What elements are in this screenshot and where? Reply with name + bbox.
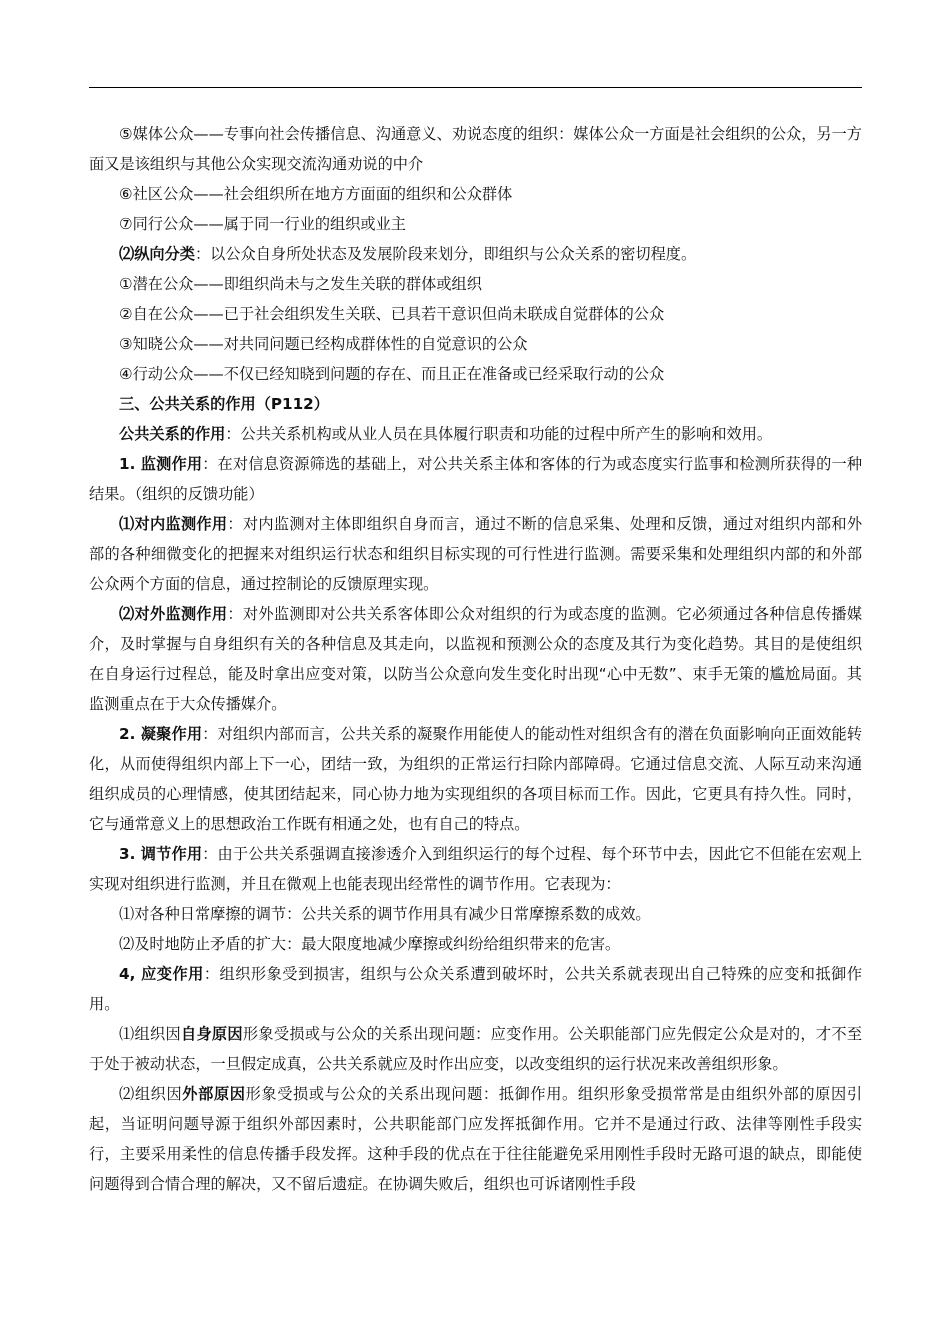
text-monitoring: ：在对信息资源筛选的基础上，对公共关系主体和客体的行为或态度实行监事和检测所获得的一种结果。（组织的反馈功能） [89,455,863,503]
header-rule [89,87,862,88]
text-adaptation: ：组织形象受到损害，组织与公众关系遭到破坏时，公共关系就表现出自己特殊的应变和抵御作用。 [89,965,863,1013]
term-internal-cause: 自身原因 [180,1025,243,1043]
text-vertical-classification: ：以公众自身所处状态及发展阶段来划分，即组织与公众关系的密切程度。 [194,245,697,263]
term-external-monitoring: ⑵对外监测作用 [119,605,228,623]
term-regulation: 3. 调节作用 [119,845,203,863]
paragraph-regulation-conflict: ⑵及时地防止矛盾的扩大：最大限度地减少摩擦或纠纷给组织带来的危害。 [119,935,621,953]
paragraph-regulation-friction: ⑴对各种日常摩擦的调节：公共关系的调节作用具有减少日常摩擦系数的成效。 [119,905,651,923]
paragraph-external-monitoring [89,599,862,719]
paragraph-internal-cause [89,1019,862,1079]
paragraph-external-cause [89,1079,862,1199]
text-external-monitoring: ：对外监测即对公共关系客体即公众对组织的行为或态度的监测。它必须通过各种信息传播媒介，及时掌握与自身组织有关的各种信息及其走向，以监视和预测公众的态度及其行为变化趋势。其目的是使组织在自身运行过程总，能及时拿出应变对策，以防当公众意向发生变化时出现“心中无数”、束手无策的尴尬局面。其监测重点在于大众传播媒介。 [89,605,863,713]
paragraph-potential-public: ①潜在公众——即组织尚未与之发生关联的群体或组织 [119,275,482,293]
term-external-cause: 外部原因 [182,1085,246,1103]
term-vertical-classification: ⑵纵向分类 [119,245,195,263]
term-pr-function: 公共关系的作用 [119,425,226,443]
text-regulation: ：由于公共关系强调直接渗透介入到组织运行的每个过程、每个环节中去，因此它不但能在宏观上实现对组织进行监测，并且在微观上也能表现出经常性的调节作用。它表现为： [89,845,863,893]
text-external-cause: 形象受损或与公众的关系出现问题：抵御作用。组织形象受损常常是由组织外部的原因引起，当证明问题导源于组织外部因素时，公共职能部门应发挥抵御作用。它并不是通过行政、法律等刚性手段实行，主要采用柔性的信息传播手段发挥。这种手段的优点在于往往能避免采用刚性手段时无路可退的缺点，即能使问题得到合情合理的解决，又不留后遗症。在协调失败后，组织也可诉诸刚性手段 [89,1085,863,1193]
paragraph-internal-monitoring [89,509,862,599]
text-pr-function: ：公共关系机构或从业人员在具体履行职责和功能的过程中所产生的影响和效用。 [225,425,773,443]
text-internal-monitoring: ：对内监测对主体即组织自身而言，通过不断的信息采集、处理和反馈，通过对组织内部和外部的各种细微变化的把握来对组织运行状态和组织目标实现的可行性进行监测。需要采集和处理组织内部的和外部公众两个方面的信息，通过控制论的反馈原理实现。 [89,515,863,593]
paragraph-vertical-classification [89,239,862,269]
term-monitoring: 1. 监测作用 [119,455,203,473]
paragraph-media-public: ⑤媒体公众——专事向社会传播信息、沟通意义、劝说态度的组织：媒体公众一方面是社会组织的公众，另一方面又是该组织与其他公众实现交流沟通劝说的中介 [89,125,862,173]
paragraph-regulation [89,839,862,899]
term-internal-monitoring: ⑴对内监测作用 [119,515,228,533]
paragraph-latent-public: ②自在公众——已于社会组织发生关联、已具若干意识但尚未联成自觉群体的公众 [119,305,665,323]
paragraph-active-public: ④行动公众——不仅已经知晓到问题的存在、而且正在准备或已经采取行动的公众 [119,365,665,383]
paragraph-aware-public: ③知晓公众——对共同问题已经构成群体性的自觉意识的公众 [119,335,528,353]
text-internal-cause: 形象受损或与公众的关系出现问题：应变作用。公关职能部门应先假定公众是对的，才不至于处于被动状态，一旦假定成真，公共关系就应及时作出应变，以改变组织的运行状况来改善组织形象。 [89,1025,863,1073]
paragraph-pr-function-definition [89,419,862,449]
term-adaptation: 4, 应变作用 [119,965,204,983]
section-heading: 三、公共关系的作用（P112） [119,395,329,413]
paragraph-peer-public: ⑦同行公众——属于同一行业的组织或业主 [119,215,406,233]
document-body [89,119,862,1199]
text-cohesion: ：对组织内部而言，公共关系的凝聚作用能使人的能动性对组织含有的潜在负面影响向正面效能转化，从而使得组织内部上下一心，团结一致，为组织的正常运行扫除内部障碍。它通过信息交流、人际互动来沟通组织成员的心理情感，使其团结起来，同心协力地为实现组织的各项目标而工作。因此，它更具有持久性。同时，它与通常意义上的思想政治工作既有相通之处，也有自己的特点。 [89,725,863,833]
paragraph-adaptation [89,959,862,1019]
paragraph-cohesion [89,719,862,839]
prefix-external-cause: ⑵组织因 [119,1085,183,1103]
paragraph-community-public: ⑥社区公众——社会组织所在地方方面面的组织和公众群体 [119,185,513,203]
prefix-internal-cause: ⑴组织因 [119,1025,181,1043]
term-cohesion: 2. 凝聚作用 [119,725,203,743]
paragraph-monitoring [89,449,862,509]
